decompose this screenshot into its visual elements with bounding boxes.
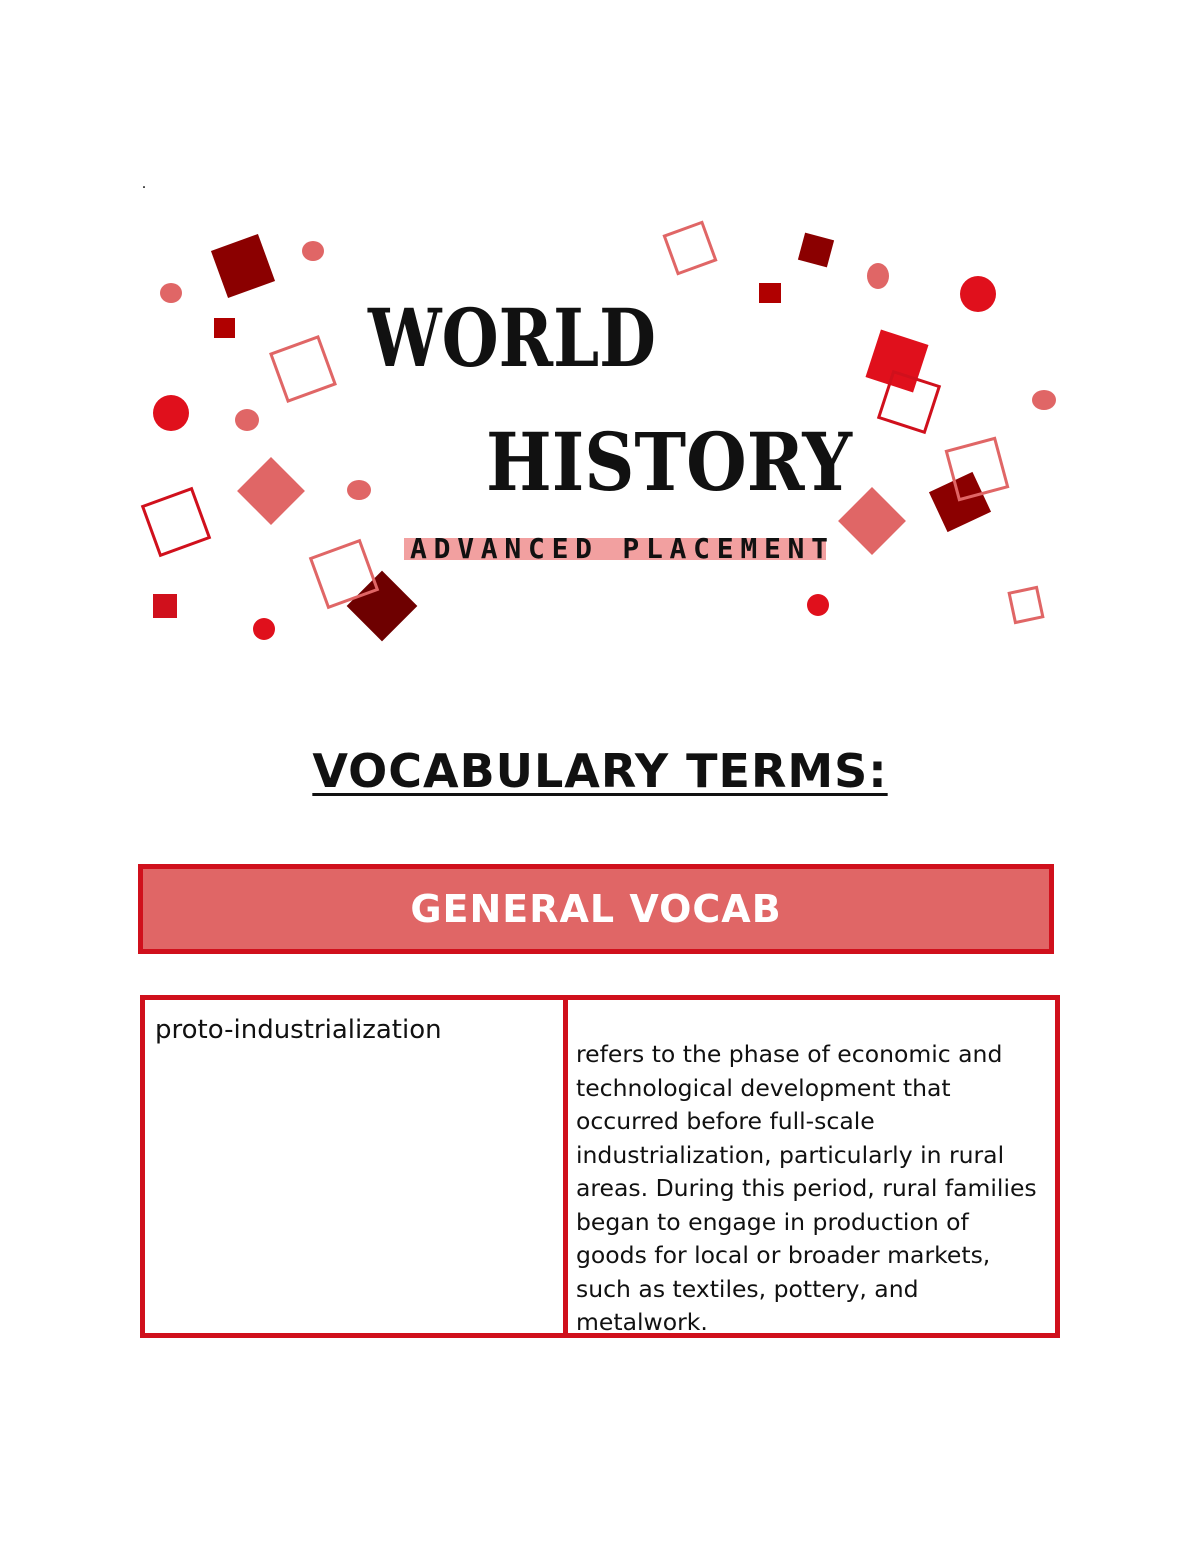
world-history-logo [0, 0, 1200, 700]
section-label: GENERAL VOCAB [410, 887, 782, 931]
page-title: VOCABULARY TERMS: [312, 744, 888, 798]
logo-tagline: ADVANCED PLACEMENT [410, 532, 828, 565]
section-banner [138, 864, 1054, 954]
vocab-definition: refers to the phase of economic and technological development that occurred before full-scale industrialization, particularly in rural areas. During this period, rural families began to engage in production of goods for local or broader markets, such as textiles, pottery, and metalwork. [576, 1040, 1037, 1336]
page-mark: . [142, 175, 146, 192]
logo-history: HISTORY [486, 415, 853, 509]
logo-world: WORLD [367, 291, 656, 385]
vocab-table [140, 995, 1060, 1338]
vocab-term: proto-industrialization [145, 1000, 568, 1333]
